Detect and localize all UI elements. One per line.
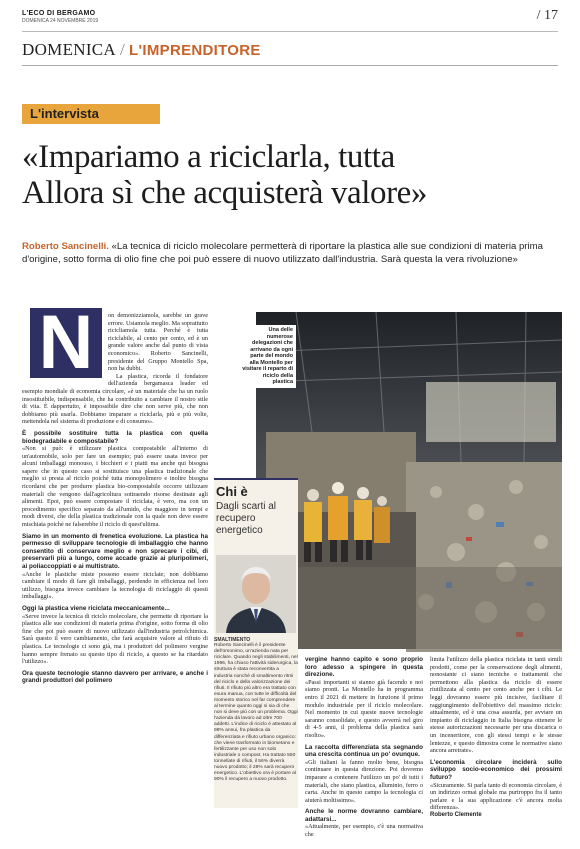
col3-question-1: La raccolta differenziata sta segnando una crescita continua un po' ovunque. [305, 743, 423, 759]
col1-question-4: Ora queste tecnologie stanno davvero per arrivare, e anche i grandi produttori del polimero [22, 669, 208, 685]
recycling-plant-photo [256, 312, 562, 649]
lead-author: Roberto Sancinelli. [22, 241, 109, 252]
drop-cap: N [30, 308, 102, 378]
col1-question-3: Oggi la plastica viene riciclata meccanicamente... [22, 604, 170, 612]
article-tag: L'intervista [22, 104, 160, 124]
lead-text: «La tecnica di riciclo molecolare permetterà di riportare la plastica alle sue condizioni di materia prima d'origine, sotto forma di olio fine che poi può essere di nuovo utilizzato dall'industria. Sarà questa la vera rivoluzione» [22, 241, 543, 265]
headline-line2: Allora sì che acquisterà valore» [22, 175, 428, 211]
dropcap-spacer [22, 312, 108, 384]
col1-question-1: È possibile sostituire tutta la plastica con quella biodegradabile e compostabile? [22, 429, 208, 445]
col3-answer-2: «Gli italiani la fanno molto bene, bisogna continuare in questa direzione. Poi dovremo imparare a contenere l'utilizzo un po' di tutti i materiali, che siano plastica, alluminio, ferro o carta. Anche in questo campo la tecnologia ci aiuterà moltissimo». [305, 758, 423, 804]
section-primary: DOMENICA [22, 40, 117, 59]
col3-answer-3: «Attualmente, per esempio, c'è una normativa che [305, 823, 423, 839]
section-header [22, 40, 261, 60]
profile-box-subtitle: Dagli scarti al recupero energetico [216, 501, 277, 536]
col1-answer-2: «Anche le plastiche miste possono essere riciclate; non dobbiamo cambiare il modo di fare gli imballaggi, perdendo in efficienza nel loro utilizzo, bisogna invece cambiare la tecnologia di riciclaggio di questi imballaggi». [22, 570, 208, 601]
masthead [22, 10, 98, 24]
col4-question-1: L'economia circolare inciderà sullo sviluppo socio-economico dei prossimi futuro? [430, 758, 562, 781]
col1-paragraph-2: La plastica, ricorda il fondatore dell'azienda bergamasca leader ed esempio mondiale di economia circolare, «è un materiale che ha un ruolo insostituibile, indispensabile, che ha contribuito a cambiare il nostro stile di vita. È dappertutto, è impossibile dire che non serve più, che non dobbiamo più usarla. Dobbiamo imparare a riciclarla, più e più volte, mettendola nel sistema di produzione e di consumo». [22, 372, 208, 426]
author-signature: Roberto Clemente [430, 811, 482, 818]
col4-answer-0: limita l'utilizzo della plastica riciclata in tanti simili prodotti, come per la conservazione degli alimenti, nonostante ci siano tecniche e trattamenti che permettono alla plastica da riciclo di essere riutilizzata al cento per cento anche per i cibi. Le leggi dovranno essere più incisive, facilitare il raggiungimento dell'obiettivo del massimo riciclo: attualmente, ed è una cosa assurda, per avviare un impianto di riciclaggio in Italia bisogna ottenere le stesse autorizzazioni necessarie per una discarica o un inceneritore, con gli stessi tempi e le stesse lentezze, e questo dimostra come le normative siano ancora arretrate». [430, 656, 562, 755]
page-number: / 17 [536, 8, 558, 23]
lead-paragraph [22, 240, 558, 266]
section-secondary: L'IMPRENDITORE [129, 42, 261, 59]
col4-answer-1: «Sicuramente. Si parla tanto di economia circolare, è un indirizzo ormai globale ma purtroppo fra il tanto parlare e la sua applicazione c'è ancora molta differenza». [430, 781, 562, 812]
col1-answer-3: «Serve invece la tecnica di riciclo molecolare, che permette di riportare la plastica alle sue condizioni di materia prima d'origine, sotto forma di olio fine che poi può essere di nuovo utilizzato dall'industria petrolchimica. Sarà questo il vero cambiamento, che farà acquisire valore al rifiuto di plastica. Le tecnologie ci sono già, ma i produttori del polimero vergine hanno sempre frenato su questo tipo di riciclo, a questo se ha ritardato l'utilizzo». [22, 612, 208, 666]
photo-caption: Una delle numerose delegazioni che arrivano da ogni parte del mondo alla Montello per visitare il reparto di riciclo della plastica [238, 325, 296, 388]
col1-question-2: Siamo in un momento di frenetica evoluzione. La plastica ha permesso di sviluppare tecnologie di imballaggio che hanno consentito di conservare meglio e non sprecare i cibi, di preservarli più a lungo, come accade grazie ai pluripolimeri, ai poliaccoppiati e ai multistrato. [22, 532, 208, 570]
profile-box-title: Chi è [214, 478, 298, 501]
col3-answer-1: «Passi importanti si stanno già facendo e noi siamo pronti. La Montello ha in programma entro il 2021 di mettere in funzione il primo modulo industriale per il riciclo molecolare. Nel momento in cui queste nuove tecnologie saranno consolidate, e questo avverrà nel giro di 4-5 anni, il problema della plastica sarà risolto». [305, 678, 423, 739]
section-separator: / [120, 40, 126, 59]
col1-paragraph-1: on demonizziamola, sarebbe un grave errore. Usiamola meglio. Ma soprattutto ricicliamola tutta. Perché è tutta riciclabile, al cento per cento, ed è un grande valore anche dal punto di vista economico». Roberto Sancinelli, presidente del Gruppo Montello Spa, non ha dubbi. [108, 312, 208, 373]
sancinelli-portrait [216, 555, 296, 633]
portrait-illustration [216, 555, 296, 633]
col3-question-2: Anche le norme dovranno cambiare, adattarsi... [305, 808, 423, 823]
profile-box-body [214, 637, 298, 783]
section-rule [22, 65, 558, 66]
article-column-1 [22, 312, 208, 812]
headline [22, 139, 562, 211]
top-rule [22, 31, 558, 32]
profile-box-heading: SMALTIMENTO [214, 637, 251, 643]
col1-answer-1: «Non si può: è utilizzare plastica compostabile all'interno di un'automobile, solo per fare un esempio; può essere usata invece per alcuni imballaggi monouso, i bicchieri e i piatti ma anche qui bisogna sapere che in questo caso si sostituisce una plastica tradizionale che meglio si presta al riciclo poiché tutta monopolimero e inoltre bisogna ricordarsi che per produrre plastica bio-compostabile occorre utilizzare materiali che vengono dall'agricoltura sottraendo risorse destinate agli alimenti. Epoi, può essere compostare il riciclata, è vero, ma con un procedimento specifico separato da all'umido, che maggiore in tempi e modi diversi, che della plastica tradizionale con la quale non deve essere mischiata poiché ne falserebbe il riciclo di quest'ultima. [22, 445, 208, 529]
issue-date: DOMENICA 24 NOVEMBRE 2019 [22, 18, 99, 24]
article-column-3 [305, 656, 423, 839]
profile-box-text: Roberto Sancinelli è il presidente dell'omonimo, un'azienda nata per riciclare. Quando negli stabilimenti, nel 1996, ha chiuso l'attività siderurgica, la struttura è stata reconvertita a industria nonché di smaltimento ritmi del riciclo e della valorizzazione dei rifiuti. Il rifiuto più altro era trattato con esura manua, con tutte le difficoltà del momento storico nel far comprendere al termine quanto oggi si sia di che non si deve più con un problema. Oggi l'azienda dà lavoro ad oltre 700 addetti. L'indice di riciclo è attestato al 98% annui, fra plastica da differenziata e rifiuto urbano organico: che viene trasformato in biometano e fertilizzante per uso non solo industriale o compost. Ha trattato 550 tonnellate di rifiuti, il 56% diverrà nuovo prodotto; il 28% sarà recupero energetico. L'obiettivo ora è portare al 90% il recupero a nuovo prodotto. [214, 643, 298, 783]
col3-lead-in: vergine hanno capito e sono proprio loro adesso a spingere in questa direzione. [305, 656, 423, 679]
newspaper-name: L'ECO DI BERGAMO [22, 10, 96, 17]
article-column-4 [430, 656, 562, 818]
headline-line1: «Impariamo a riciclarla, tutta [22, 139, 395, 175]
photo-illustration [256, 312, 562, 649]
